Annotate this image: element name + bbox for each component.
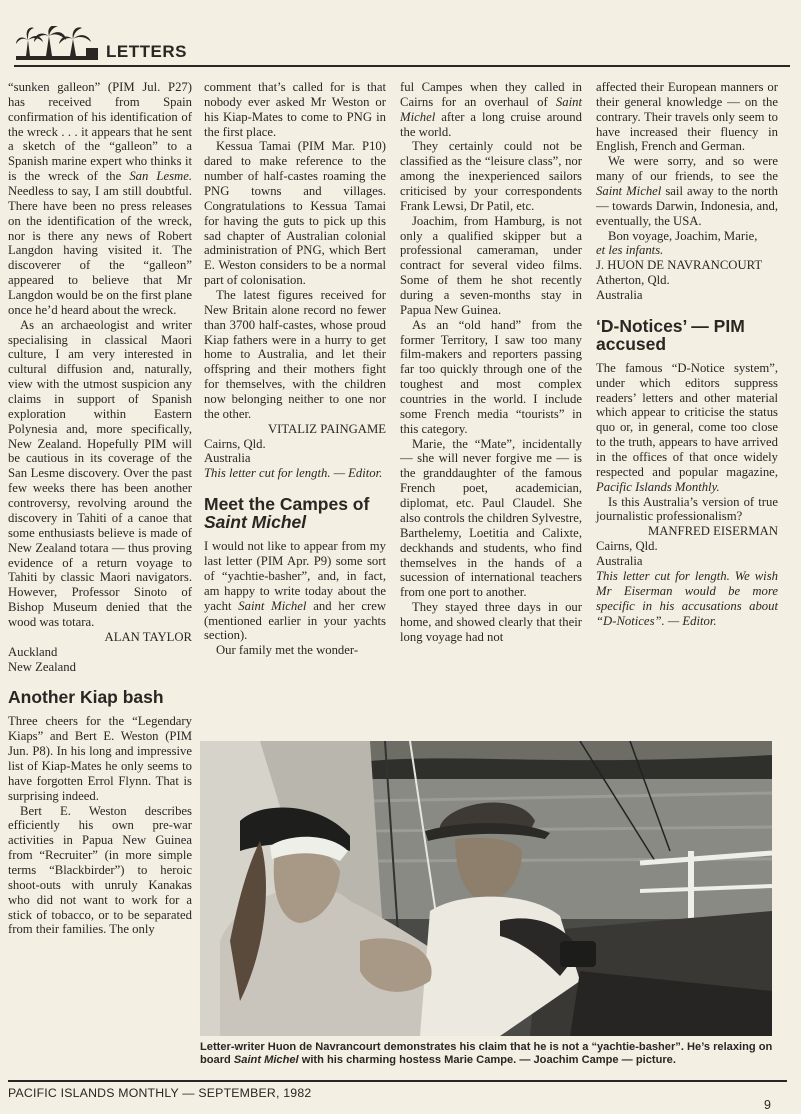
editor-note: This letter cut for length. — Editor. [204, 466, 383, 481]
letter-paragraph: I would not like to appear from my last letter (PIM Apr. P9) some sort of “yachtie-basher”, and, in fact, am happy to write today about the yacht Saint Michel and her crew (mentioned earlier in your yachts section). [204, 539, 387, 643]
letter-paragraph: “sunken galleon” (PIM Jul. P27) has received from Spain confirmation of his identification of the wreck . . . it appears that he sent a sketch of the “galleon” to a Spanish marine expert who thinks it is the wreck of the San Lesme. Needless to say, I am still doubtful. There have been no press releases on the identification of the wreck, nor is there any news of Robert Langdon having visited it. The discoverer of the “galleon” appeared to believe that Mr Langdon would be on the first plane once he’d heard about the wreck. [8, 80, 192, 317]
column-4 [596, 80, 778, 628]
palm-trees-logo [16, 26, 98, 60]
letter-paragraph: Bon voyage, Joachim, Marie, [608, 228, 758, 243]
column-2 [204, 80, 386, 658]
signature-country: Australia [204, 451, 251, 466]
headline-meet-campes: Meet the Campes of Saint Michel [204, 494, 370, 533]
yacht-photo-illustration [200, 741, 772, 1036]
letter-paragraph: The famous “D-Notice system”, under which editors suppress readers’ letters and other material which appear to criticise the status quo or, in general, come too close to the truth, appears to have arrived in the offices of that once widely respected and popular magazine, Pacific Islands Monthly. [596, 360, 778, 494]
letter-paragraph: As an archaeologist and writer specialising in classical Maori culture, I am very interested in cultural diffusion and, naturally, view with the utmost suspicion any claims in support of Spanish exploration within Eastern Polynesia and, more specifically, New Zealand. Hopefully PIM will be cautious in its coverage of the San Lesme discovery. Over the past few weeks there has been another controversy, revolving around the discovery in Tahiti of a canoe that some enthusiasts believe is made of New Zealand totara — thus proving evidence of a return voyage to Tahiti by classic Maori navigators. However, Professor Sinoto of Bishop Museum denied that the wood was totara. [8, 317, 192, 629]
letter-paragraph: Joachim, from Hamburg, is not only a qualified skipper but a professional cameraman, under contract for several video films. Some of them he shot recently during a seven-months stay in Papua New Guinea. [400, 213, 582, 317]
section-title: LETTERS [106, 42, 187, 61]
letter-paragraph: They stayed three days in our home, and showed clearly that their long voyage had not [400, 600, 582, 644]
signature-country: New Zealand [8, 659, 76, 674]
letter-paragraph: As an “old hand” from the former Territory, I saw too many film-makers and reporters passing far too quickly through one of the toughest and most complex countries in the world. I include some French media “tourists” in this category. [400, 317, 582, 436]
signature-name: VITALIZ PAINGAME [268, 421, 386, 436]
editor-note: This letter cut for length. We wish Mr Eiserman would be more specific in his accusations about “D-Notices”. — Editor. [596, 568, 778, 628]
letter-paragraph: They certainly could not be classified as the “leisure class”, nor among the inexperienced sailors criticised by your correspondents Frank Lewsi, Dr Patil, etc. [400, 139, 582, 213]
page-header [14, 26, 790, 66]
signature-country: Australia [596, 288, 643, 303]
letter-closing: et les infants. [596, 243, 664, 258]
page-number: 9 [764, 1098, 771, 1112]
signature-city: Cairns, Qld. [204, 436, 266, 451]
headline-d-notices: ‘D-Notices’ — PIM accused [596, 315, 745, 354]
signature-city: Cairns, Qld. [596, 539, 658, 554]
letter-paragraph: ful Campes when they called in Cairns for an overhaul of Saint Michel after a long cruise around the world. [400, 80, 582, 139]
column-3 [400, 80, 582, 645]
photo-caption: Letter-writer Huon de Navrancourt demonstrates his claim that he is not a “yachtie-basher”. He’s relaxing on board Saint Michel with his charming hostess Marie Campe. — Joachim Campe — picture. [200, 1041, 773, 1066]
letter-paragraph: Bert E. Weston describes efficiently his own pre-war activities in Papua New Guinea from “Recruiter” (in more simple terms “Blackbirder”) to heroic shoot-outs with unruly Kanakas who did not want to work for a stick of tobacco, or to be separated from their families. The only [8, 803, 192, 937]
letter-paragraph: The latest figures received for New Britain alone record no fewer than 3700 half-castes, whose proud Kiap fathers were in a hurry to get home to Australia, and let their offspring and their mothers fight for themselves, with the children now belonging neither to one nor the other. [204, 288, 386, 421]
letter-paragraph: Marie, the “Mate”, incidentally — she will never forgive me — is the granddaughter of the famous French poet, academician, diplomat, etc. Paul Claudel. She also controls the children Sylvestre, Barthelemy, Loetitia and Calixte, deckhands and students, who find themselves in the hands of a sucession of international teachers from one port to another. [400, 436, 582, 600]
footer-rule [8, 1080, 787, 1082]
header-rule [14, 65, 790, 67]
yacht-photo [200, 741, 772, 1036]
letter-paragraph: Our family met the wonder- [216, 643, 359, 658]
signature-name: J. HUON DE NAVRANCOURT [596, 258, 763, 273]
magazine-footer: PACIFIC ISLANDS MONTHLY — SEPTEMBER, 1982 [8, 1086, 312, 1100]
letter-paragraph: Kessua Tamai (PIM Mar. P10) dared to make reference to the number of half-castes roaming the PNG towns and villages. Congratulations to Kessua Tamai for having the guts to pick up this sad chapter of Australian colonial administration of PNG, which Bert E. Weston considers to be a normal part of colonisation. [204, 139, 386, 288]
signature-name: MANFRED EISERMAN [647, 524, 778, 539]
column-1 [8, 80, 192, 937]
headline-another-kiap: Another Kiap bash [8, 687, 164, 708]
signature-city: Auckland [8, 644, 58, 659]
signature-city: Atherton, Qld. [596, 273, 670, 288]
letter-paragraph: Is this Australia’s version of true journalistic professionalism? [596, 494, 778, 524]
letter-paragraph: affected their European manners or their general knowledge — on the contrary. Their travels only seem to have increased their fluency in English, French and German. [596, 80, 778, 154]
letter-paragraph: We were sorry, and so were many of our friends, to see the Saint Michel sail away to the north — towards Darwin, Indonesia, and, eventually, the USA. [596, 154, 778, 228]
signature-country: Australia [596, 554, 643, 569]
letter-paragraph: comment that’s called for is that nobody ever asked Mr Weston or his Kiap-Mates to come to PNG in the first place. [204, 80, 386, 139]
signature-name: ALAN TAYLOR [104, 629, 192, 644]
letter-paragraph: Three cheers for the “Legendary Kiaps” and Bert E. Weston (PIM Jun. P8). In his long and impressive list of Kiap-Mates he only seems to have forgotten Errol Flynn. That is surprising indeed. [8, 714, 192, 803]
